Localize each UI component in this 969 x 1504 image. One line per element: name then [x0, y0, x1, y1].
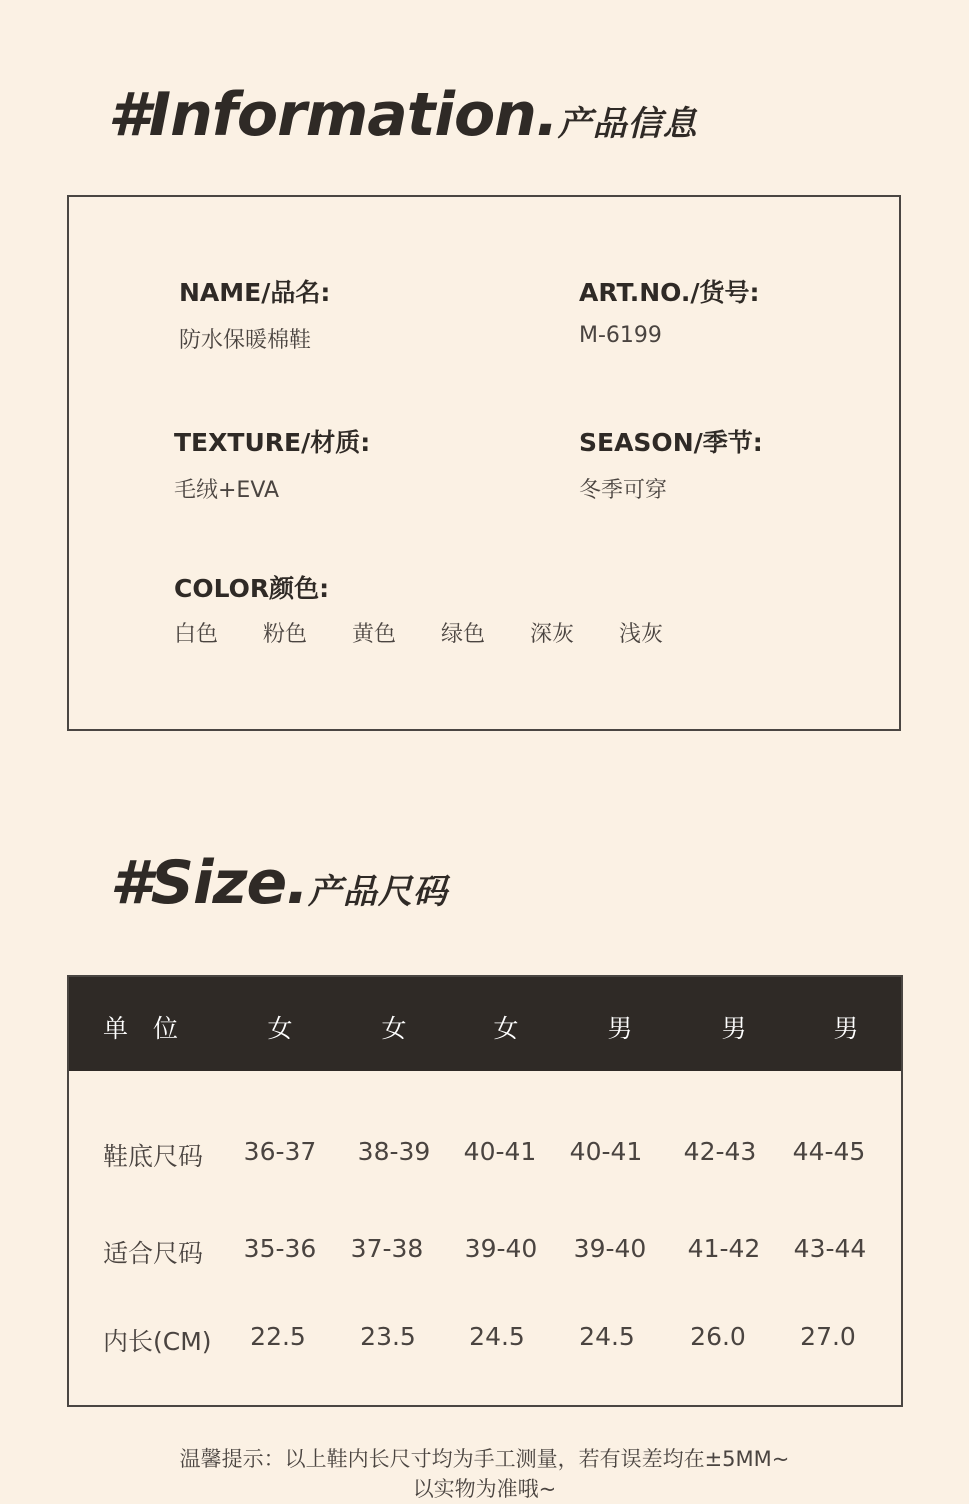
- size-table-header: [69, 977, 901, 1071]
- size-note: [0, 1444, 969, 1504]
- table-cell: 37-38: [350, 1234, 424, 1263]
- color-option: 黄色: [352, 622, 397, 647]
- note-line-1: 温馨提示：以上鞋内长尺寸均为手工测量，若有误差均在±5MM~: [179, 1447, 790, 1471]
- texture-field: [174, 423, 370, 504]
- row-label: 内长(CM): [103, 1327, 212, 1356]
- row-label: 适合尺码: [103, 1239, 204, 1268]
- art-no-value: M-6199: [579, 323, 662, 348]
- texture-value: 毛绒+EVA: [174, 478, 280, 503]
- name-label: NAME/品名:: [179, 278, 331, 307]
- size-title: #Size.: [110, 848, 308, 918]
- information-title: #Information.: [108, 80, 558, 150]
- header-col: 男: [607, 1014, 633, 1043]
- table-cell: 36-37: [243, 1137, 317, 1166]
- information-subtitle: 产品信息: [557, 104, 698, 144]
- info-box: [67, 195, 901, 731]
- season-label: SEASON/季节:: [579, 428, 763, 457]
- table-cell: 40-41: [463, 1137, 537, 1166]
- note-line-2: 以实物为准哦~: [412, 1477, 557, 1501]
- table-cell: 27.0: [800, 1322, 856, 1351]
- row-label: 鞋底尺码: [103, 1142, 204, 1171]
- color-option: 白色: [174, 622, 219, 647]
- header-unit: 单 位: [103, 1014, 179, 1043]
- table-cell: 41-42: [687, 1234, 761, 1263]
- information-heading: [108, 80, 698, 150]
- header-col: 男: [721, 1014, 747, 1043]
- table-cell: 22.5: [250, 1322, 306, 1351]
- texture-label: TEXTURE/材质:: [174, 428, 371, 457]
- table-cell: 44-45: [792, 1137, 866, 1166]
- table-cell: 38-39: [357, 1137, 431, 1166]
- table-cell: 23.5: [360, 1322, 416, 1351]
- size-subtitle: 产品尺码: [307, 872, 448, 912]
- color-options: [174, 617, 708, 648]
- table-cell: 39-40: [464, 1234, 538, 1263]
- color-option: 绿色: [441, 622, 486, 647]
- header-col: 女: [493, 1014, 519, 1043]
- header-col: 女: [267, 1014, 293, 1043]
- season-field: [579, 423, 763, 504]
- table-cell: 24.5: [579, 1322, 635, 1351]
- table-cell: 26.0: [690, 1322, 746, 1351]
- size-heading: [110, 848, 448, 918]
- size-table: [67, 975, 903, 1407]
- table-cell: 39-40: [573, 1234, 647, 1263]
- art-no-label: ART.NO./货号:: [579, 278, 760, 307]
- name-value: 防水保暖棉鞋: [179, 328, 312, 353]
- color-option: 粉色: [263, 622, 308, 647]
- table-cell: 24.5: [469, 1322, 525, 1351]
- name-field: [179, 273, 330, 354]
- header-col: 男: [833, 1014, 859, 1043]
- table-cell: 35-36: [243, 1234, 317, 1263]
- color-option: 浅灰: [619, 622, 664, 647]
- header-col: 女: [381, 1014, 407, 1043]
- art-no-field: [579, 273, 759, 348]
- color-field: [174, 569, 708, 648]
- table-cell: 40-41: [569, 1137, 643, 1166]
- season-value: 冬季可穿: [579, 478, 668, 503]
- color-option: 深灰: [530, 622, 575, 647]
- table-cell: 43-44: [793, 1234, 867, 1263]
- color-label: COLOR颜色:: [174, 574, 330, 603]
- table-cell: 42-43: [683, 1137, 757, 1166]
